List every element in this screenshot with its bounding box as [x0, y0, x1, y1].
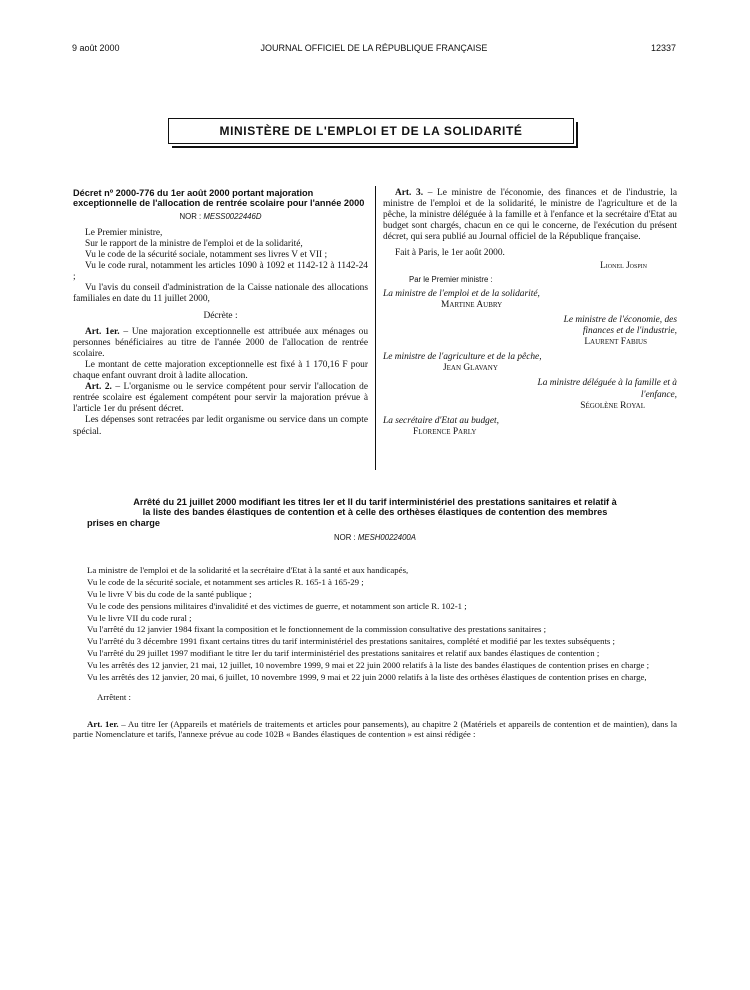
column-divider	[375, 186, 376, 470]
arrete-arretent: Arrêtent :	[97, 692, 131, 703]
arrete-paragraph: Vu le livre VII du code rural ;	[87, 612, 192, 623]
signature-name: Laurent Fabius	[584, 337, 647, 348]
arrete-art1-label: Art. 1er.	[87, 718, 119, 729]
arrete-paragraph: Vu le livre V bis du code de la santé publique ;	[87, 589, 252, 600]
arrete-paragraph: Vu l'arrêté du 12 janvier 1984 fixant la composition et le fonctionnement de la commission consultative des prestations sanitaires ;	[87, 624, 547, 635]
arrete-paragraph: Vu le code des pensions militaires d'invalidité et des victimes de guerre, et notamment son article R. 102-1 ;	[87, 600, 467, 611]
running-header	[72, 43, 676, 57]
decret-paragraph: Vu le code de la sécurité sociale, notamment ses livres V et VII ;	[85, 250, 328, 261]
decret-art1-text2: Le montant de cette majoration exceptionnelle est fixé à 1 170,16 F pour chaque enfant ouvrant droit à ladite allocation.	[73, 359, 368, 382]
decret-art3-label: Art. 3.	[395, 188, 424, 198]
decret-paragraph: Le Premier ministre,	[85, 227, 163, 238]
signature-role: Le ministre de l'économie, des finances et de l'industrie,	[563, 314, 677, 337]
arrete-paragraph: Vu les arrêtés des 12 janvier, 21 mai, 12 juillet, 10 novembre 1999, 9 mai et 22 juin 2000 relatifs à la liste des bandes élastiques de contention prises en charge ;	[87, 659, 650, 670]
signature-role: La secrétaire d'Etat au budget,	[383, 415, 499, 426]
arrete-nor-label: NOR :	[334, 532, 356, 542]
arrete-title	[73, 497, 677, 528]
arrete-paragraph: Vu le code de la sécurité sociale, et notamment ses articles R. 165-1 à 165-29 ;	[87, 577, 364, 588]
decret-paragraph: Sur le rapport de la ministre de l'emploi et de la solidarité,	[85, 239, 303, 249]
header-page-number: 12337	[650, 43, 676, 53]
decret-art1-text: – Une majoration exceptionnelle est attribuée aux ménages ou personnes bénéficiaires au titre de l'année 2000 de l'allocation de rentrée scolaire.	[73, 326, 369, 359]
arrete-nor-value: MESH0022400A	[357, 532, 416, 542]
decret-decrete: Décrète :	[203, 310, 238, 321]
arrete-art1-text: – Au titre Ier (Appareils et matériels de traitements et articles pour pansements), au chapitre 2 (Matériels et appareils de contention et de maintien), dans la partie Nomenclature et tarifs, l'annexe prévue au code 102B « Bandes élastiques de contention » est ainsi rédigée :	[73, 718, 678, 740]
signature-block	[383, 352, 677, 374]
decret-paragraph: Vu l'avis du conseil d'administration de la Caisse nationale des allocations familiales en date du 11 juillet 2000,	[73, 283, 368, 305]
decret-paragraph: Vu le code rural, notamment les articles 1090 à 1092 et 1142-12 à 1142-24 ;	[73, 261, 368, 283]
decret-article-3	[383, 188, 677, 243]
decret-art2-text: – L'organisme ou le service compétent pour servir l'allocation de rentrée scolaire est également compétent pour servir la majoration prévue à l'article 1er du présent décret.	[73, 382, 368, 415]
signature-role: Le ministre de l'agriculture et de la pêche,	[383, 352, 542, 363]
decret-title: Décret nº 2000-776 du 1er août 2000 portant majoration exceptionnelle de l'allocation de rentrée scolaire pour l'année 2000	[73, 188, 365, 209]
par-premier-ministre: Par le Premier ministre :	[409, 274, 493, 284]
decret-art2-text2: Les dépenses sont retracées par ledit organisme ou service dans un compte spécial.	[73, 415, 368, 437]
signature-name: Ségolène Royal	[580, 400, 645, 411]
signer-name: Lionel Jospin	[600, 259, 647, 270]
decret-nor-value: MESS0022446D	[203, 211, 262, 221]
arrete-section	[73, 497, 677, 741]
decret-nor-label: NOR :	[179, 211, 202, 221]
decret-left-column	[73, 188, 368, 438]
decret-article-2	[73, 382, 368, 415]
arrete-title-line: Arrêté du 21 juillet 2000 modifiant les titres Ier et II du tarif interministériel des prestations sanitaires et relatif à	[133, 497, 617, 507]
ministry-banner: MINISTÈRE DE L'EMPLOI ET DE LA SOLIDARITÉ	[168, 118, 574, 144]
arrete-article-1	[73, 719, 677, 740]
signature-block	[383, 315, 677, 348]
arrete-paragraph: Vu les arrêtés des 12 janvier, 20 mai, 6 juillet, 10 novembre 1999, 9 mai et 22 juin 2000 relatifs à la liste des orthèses élastiques de contention prises en charge,	[87, 671, 647, 682]
decret-art2-label: Art. 2.	[85, 382, 112, 393]
signature-role: La ministre déléguée à la famille et à l'enfance,	[537, 378, 677, 400]
signature-block	[383, 416, 677, 438]
header-journal-title: JOURNAL OFFICIEL DE LA RÉPUBLIQUE FRANÇAISE	[260, 43, 488, 53]
arrete-paragraph: La ministre de l'emploi et de la solidarité et la secrétaire d'Etat à la santé et aux handicapés,	[87, 565, 409, 576]
decret-art1-label: Art. 1er.	[85, 326, 120, 337]
arrete-paragraph: Vu l'arrêté du 3 décembre 1991 fixant certains titres du tarif interministériel des prestations sanitaires, complété et modifié par les textes subséquents ;	[87, 636, 615, 647]
decret-fait: Fait à Paris, le 1er août 2000.	[395, 248, 505, 259]
arrete-nor	[73, 533, 677, 544]
signature-block	[383, 289, 677, 311]
decret-nor	[73, 211, 368, 222]
header-date: 9 août 2000	[72, 43, 120, 53]
signature-name: Martine Aubry	[441, 299, 503, 310]
decret-article-1	[73, 327, 368, 360]
signature-name: Florence Parly	[413, 426, 477, 437]
signature-name: Jean Glavany	[443, 363, 498, 374]
decret-right-column	[383, 188, 677, 438]
arrete-title-line: la liste des bandes élastiques de contention et à celle des orthèses élastiques de contention des membres	[142, 507, 608, 518]
arrete-title-line: prises en charge	[87, 517, 161, 528]
signature-role: La ministre de l'emploi et de la solidarité,	[383, 288, 540, 299]
arrete-paragraph: Vu l'arrêté du 29 juillet 1997 modifiant le titre Ier du tarif interministériel des prestations sanitaires et relatif aux bandes élastiques de contention ;	[87, 647, 600, 658]
signature-block	[383, 378, 677, 411]
decret-art3-text: – Le ministre de l'économie, des finances et de l'industrie, la ministre de l'emploi et de la solidarité, le ministre de l'agriculture et de la pêche, la ministre déléguée à la famille et à l'enfance et la secrétaire d'Etat au budget sont chargés, chacun en ce qui le concerne, de l'exécution du présent décret, qui sera publié au Journal officiel de la République française.	[383, 188, 677, 243]
